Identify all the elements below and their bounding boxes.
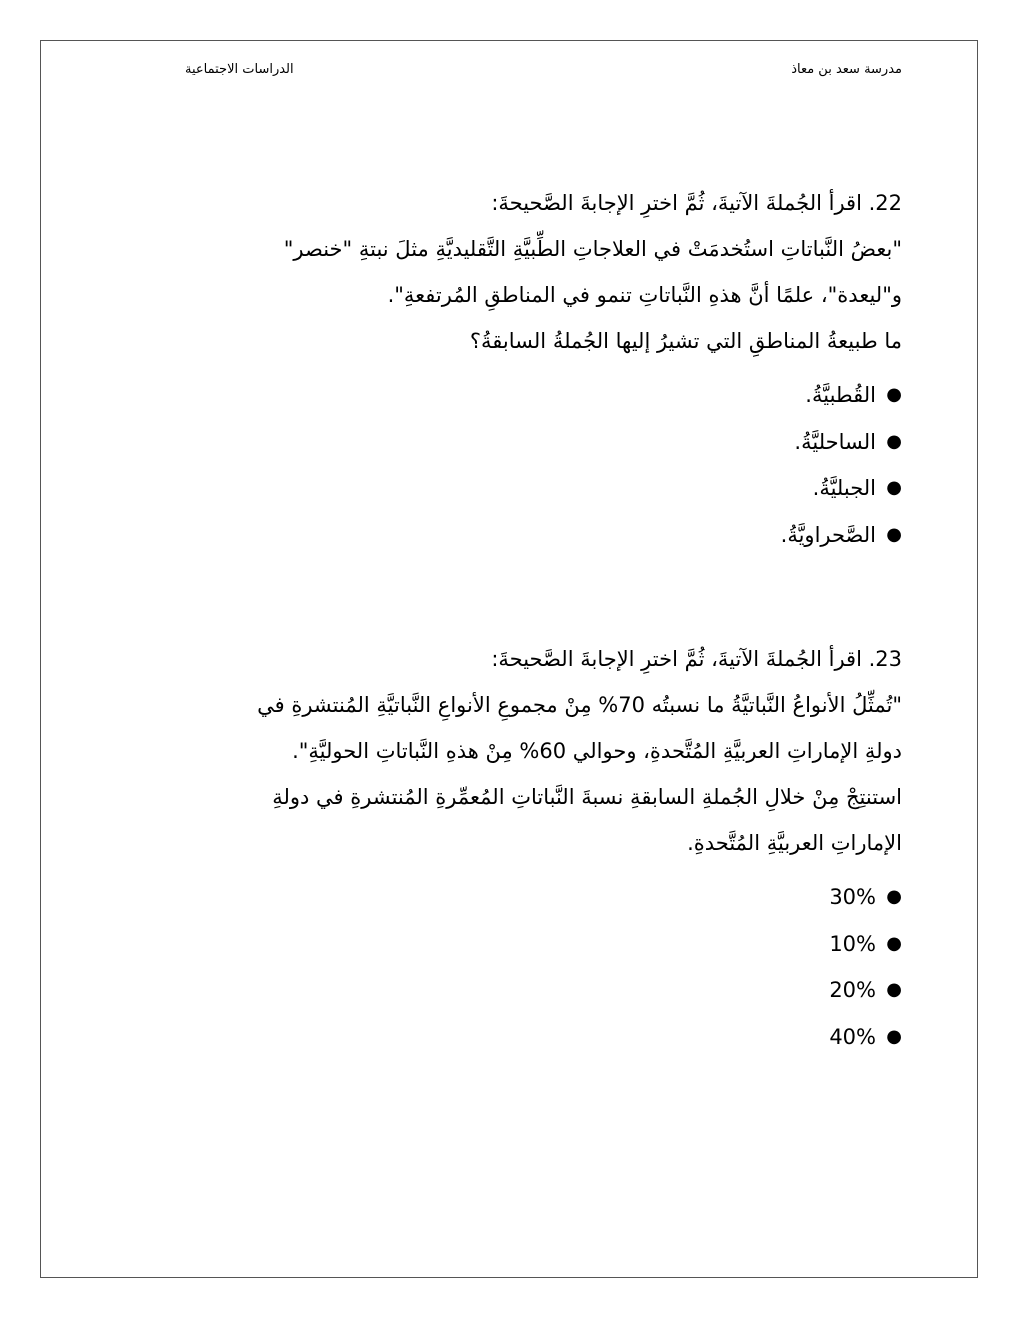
bullet-icon: ● [886, 932, 902, 954]
answer-option[interactable] [142, 465, 902, 512]
bullet-icon: ● [886, 886, 902, 907]
question-22-options [142, 372, 902, 558]
answer-option-label: الساحليَّةُ. [794, 429, 876, 454]
answer-option-label: 30% [829, 885, 876, 909]
bullet-icon: ● [886, 1025, 902, 1047]
subject-name: الدراسات الاجتماعية [185, 62, 294, 77]
bullet-icon: ● [886, 523, 902, 545]
question-22-text-line: و"ليعدة"، علمًا أنَّ هذهِ النَّباتاتِ تنمو في المناطقِ المُرتفعةِ". [387, 283, 902, 307]
question-23-text-line: دولةِ الإماراتِ العربيَّةِ المُتَّحدةِ، وحوالي 60% مِنْ هذهِ النَّباتاتِ الحوليَّةِ". [292, 739, 902, 763]
question-23-question: استنتِجْ مِنْ خلالِ الجُملةِ السابقةِ نسبةَ النَّباتاتِ المُعمِّرةِ المُنتشرةِ في دولةِ [272, 785, 902, 809]
question-23-prompt: 23. اقرأ الجُملةَ الآتيةَ، ثُمَّ اخترِ الإجابةَ الصَّحيحةَ: [491, 647, 902, 671]
answer-option-label: الصَّحراويَّةُ. [780, 522, 876, 547]
question-23-options [142, 874, 902, 1060]
answer-option[interactable] [142, 1014, 902, 1061]
answer-option[interactable] [142, 512, 902, 559]
answer-option-label: 20% [829, 978, 876, 1002]
bullet-icon: ● [886, 979, 902, 1000]
answer-option[interactable] [142, 372, 902, 419]
question-23-text-line: "تُمثِّلُ الأنواعُ النَّباتيَّةُ ما نسبتُه 70% مِنْ مجموعِ الأنواعِ النَّباتيَّةِ المُنتشرةِ في [257, 693, 902, 717]
school-name: مدرسة سعد بن معاذ [791, 62, 902, 77]
question-23-question: الإماراتِ العربيَّةِ المُتَّحدةِ. [687, 831, 902, 855]
answer-option-label: 40% [829, 1024, 876, 1049]
answer-option[interactable] [142, 967, 902, 1014]
question-22-prompt: 22. اقرأ الجُملةَ الآتيةَ، ثُمَّ اخترِ الإجابةَ الصَّحيحةَ: [491, 191, 902, 215]
question-22-text-line: "بعضُ النَّباتاتِ استُخدمَتْ في العلاجاتِ الطِّبيَّةِ التَّقليديَّةِ مثلَ نبتةِ "خنصر" [283, 237, 902, 261]
answer-option-label: الجبليَّةُ. [812, 476, 876, 500]
answer-option-label: 10% [829, 931, 876, 956]
answer-option-label: القُطبيَّةُ. [805, 383, 876, 407]
bullet-icon: ● [886, 477, 902, 498]
bullet-icon: ● [886, 384, 902, 405]
question-23 [142, 636, 902, 1060]
question-22-question: ما طبيعةُ المناطقِ التي تشيرُ إليها الجُملةُ السابقةُ؟ [469, 329, 902, 353]
answer-option[interactable] [142, 874, 902, 921]
question-22 [142, 180, 902, 558]
answer-option[interactable] [142, 921, 902, 968]
answer-option[interactable] [142, 419, 902, 466]
bullet-icon: ● [886, 430, 902, 452]
